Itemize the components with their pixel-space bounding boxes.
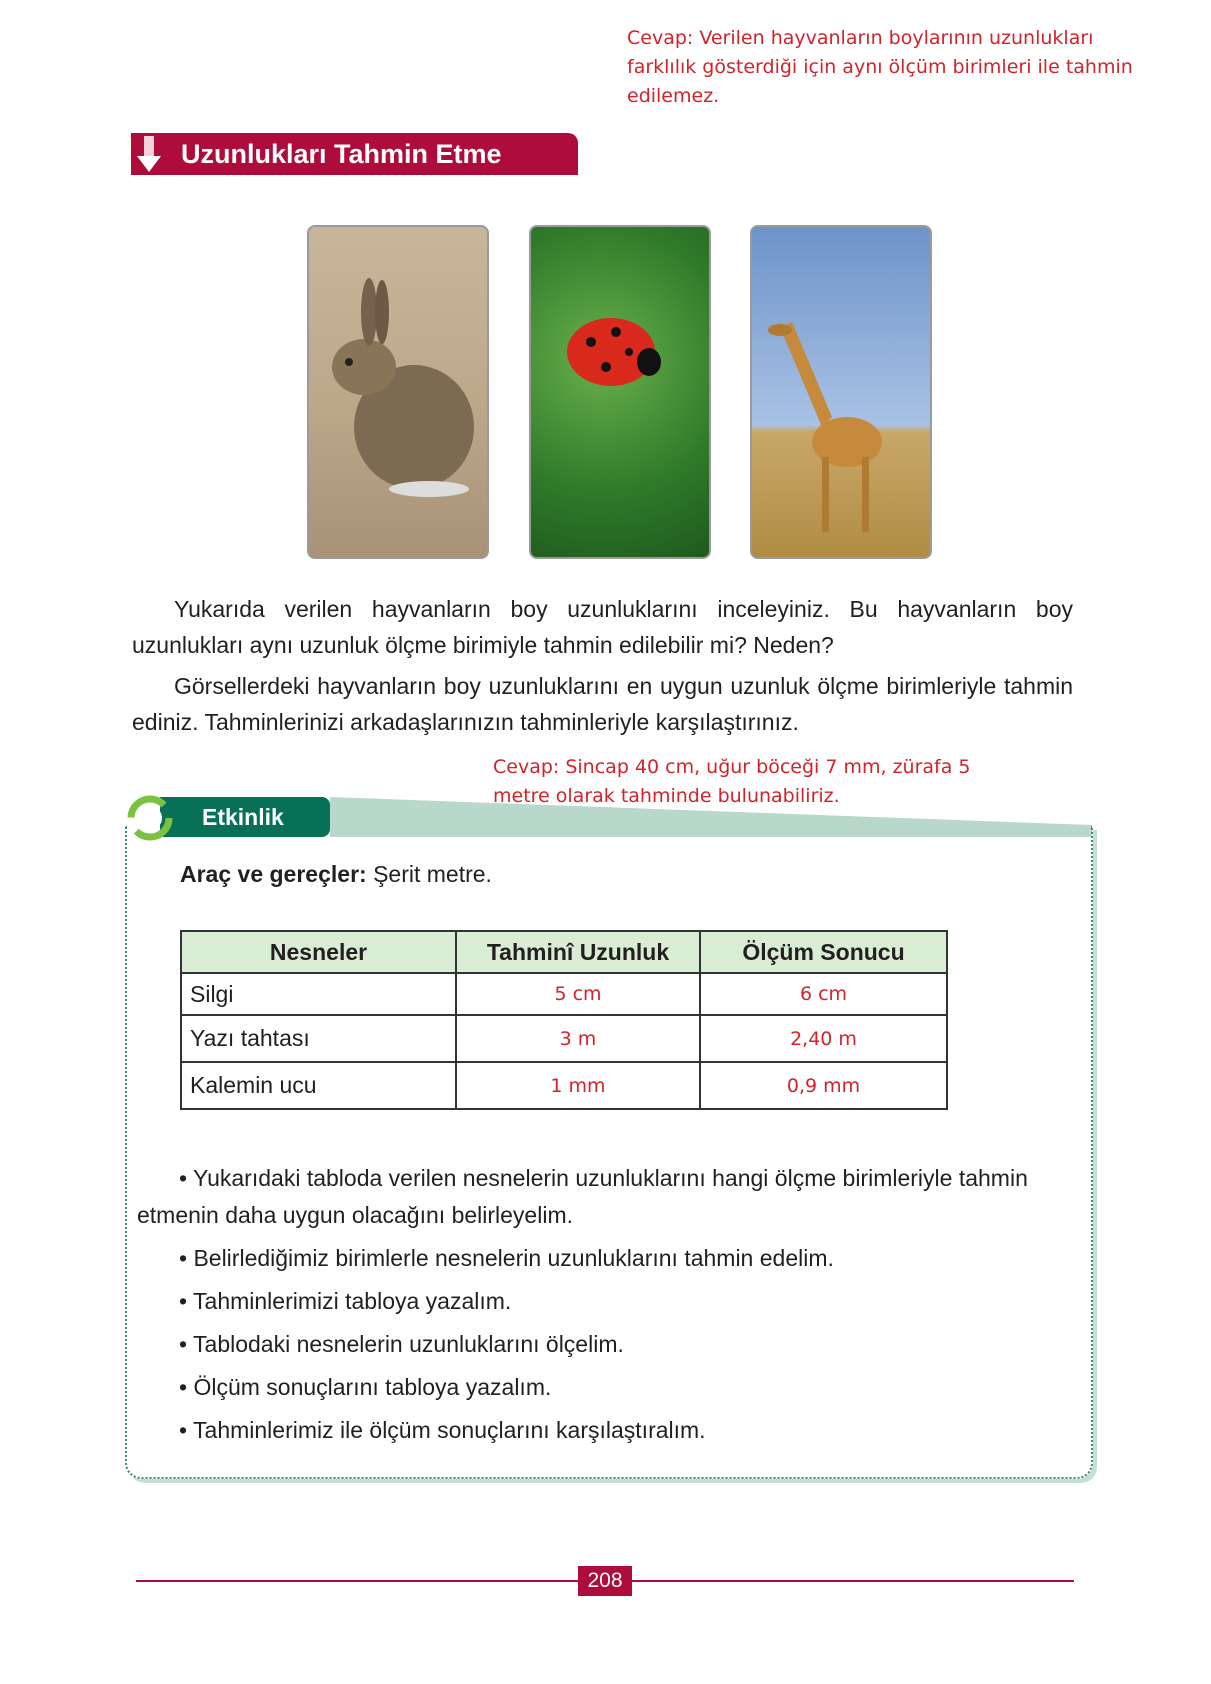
list-item: • Tahminlerimiz ile ölçüm sonuçlarını karşılaştıralım. [179, 1417, 706, 1443]
cell-result: 6 cm [700, 973, 947, 1015]
section-title: Uzunlukları Tahmin Etme [181, 139, 502, 169]
activity-tab [160, 797, 330, 837]
page-number: 208 [578, 1566, 632, 1596]
table-header-row [181, 931, 947, 973]
answer-note-2: Cevap: Sincap 40 cm, uğur böceği 7 mm, zürafa 5 metre olarak tahminde bulunabiliriz. [493, 756, 971, 807]
table-row [181, 1062, 947, 1109]
cell-result: 0,9 mm [700, 1062, 947, 1109]
instruction-list [137, 1160, 1077, 1455]
cell-object: Yazı tahtası [181, 1015, 456, 1062]
cell-estimate: 1 mm [456, 1062, 700, 1109]
column-header: Tahminî Uzunluk [456, 931, 700, 973]
tools-label: Araç ve gereçler: [180, 861, 367, 887]
cycle-arrows-icon [124, 792, 176, 844]
down-arrow-icon [137, 136, 161, 172]
rabbit-photo [307, 225, 489, 559]
estimation-table [180, 930, 948, 1110]
list-item: • Belirlediğimiz birimlerle nesnelerin uzunluklarını tahmin edelim. [179, 1245, 834, 1271]
list-item: • Tablodaki nesnelerin uzunluklarını ölçelim. [179, 1331, 624, 1357]
giraffe-photo [750, 225, 932, 559]
activity-title: Etkinlik [202, 804, 284, 830]
cell-object: Silgi [181, 973, 456, 1015]
list-item: • Yukarıdaki tabloda verilen nesnelerin uzunluklarını hangi ölçme birimleriyle tahmin etmenin daha uygun olacağını belirleyelim. [137, 1165, 1028, 1228]
tools-line [180, 861, 492, 888]
tools-value: Şerit metre. [366, 861, 492, 887]
cell-estimate: 3 m [456, 1015, 700, 1062]
ladybug-photo [529, 225, 711, 559]
list-item: • Ölçüm sonuçlarını tabloya yazalım. [179, 1374, 552, 1400]
answer-note-1: Cevap: Verilen hayvanların boylarının uzunlukları farklılık gösterdiği için aynı ölçüm birimleri ile tahmin edilemez. [627, 27, 1133, 107]
section-banner [131, 133, 578, 175]
list-item: • Tahminlerimizi tabloya yazalım. [179, 1288, 512, 1314]
column-header: Nesneler [181, 931, 456, 973]
paragraph: Yukarıda verilen hayvanların boy uzunluklarını inceleyiniz. Bu hayvanların boy uzunlukları aynı uzunluk ölçme birimiyle tahmin edilebilir mi? Neden? [132, 596, 1073, 658]
cell-object: Kalemin ucu [181, 1062, 456, 1109]
table-row [181, 1015, 947, 1062]
table-row [181, 973, 947, 1015]
cell-result: 2,40 m [700, 1015, 947, 1062]
column-header: Ölçüm Sonucu [700, 931, 947, 973]
paragraph: Görsellerdeki hayvanların boy uzunluklarını en uygun uzunluk ölçme birimleriyle tahmin ediniz. Tahminlerinizi arkadaşlarınızın tahminleriyle karşılaştırınız. [132, 673, 1073, 735]
cell-estimate: 5 cm [456, 973, 700, 1015]
